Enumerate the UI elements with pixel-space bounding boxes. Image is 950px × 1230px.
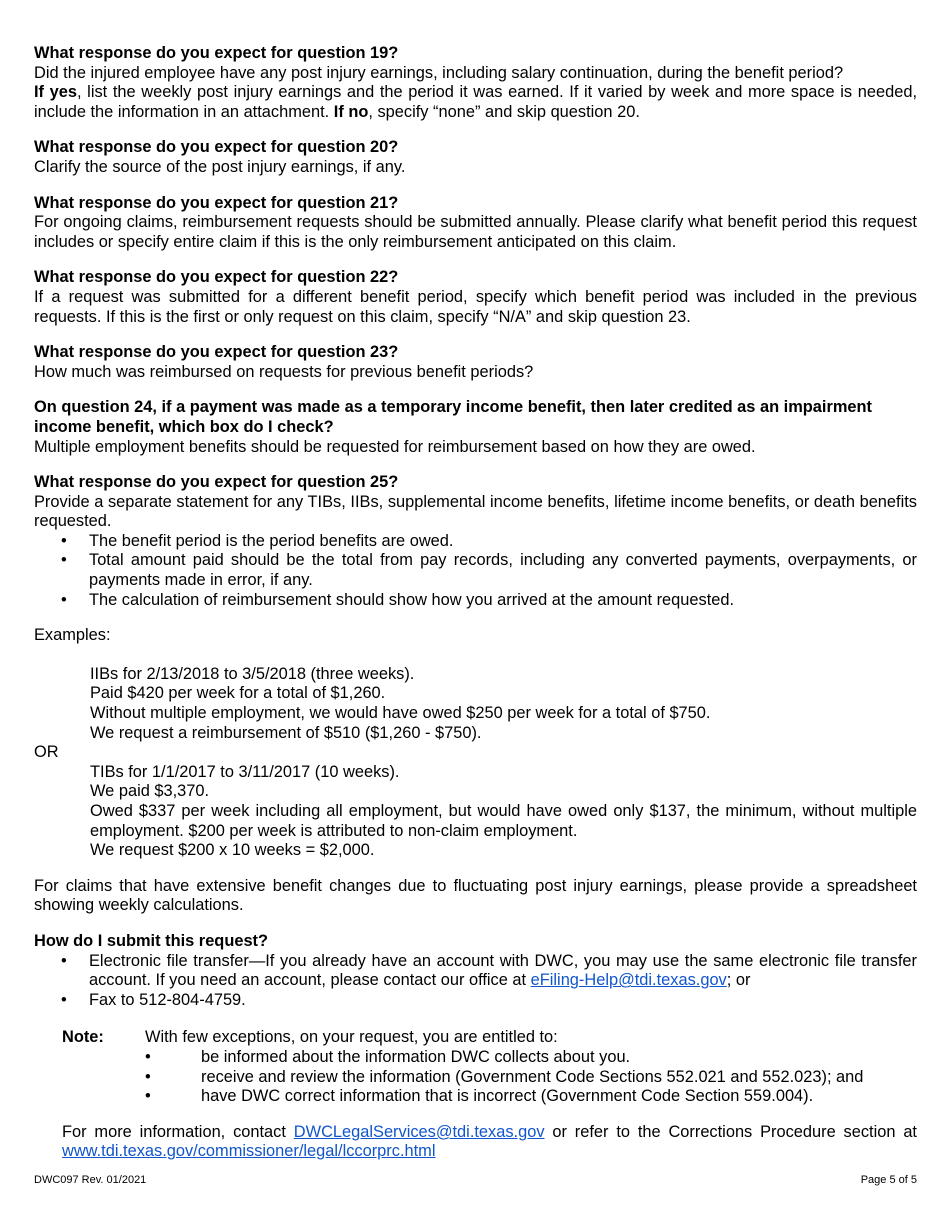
question-23-text: How much was reimbursed on requests for previous benefit periods? [34,362,534,381]
if-yes-text: , list the weekly post injury earnings and the period it was earned. If it varied by week and more space is needed, include the information in an attachment. [34,83,917,121]
spreadsheet-note: For claims that have extensive benefit changes due to fluctuating post injury earnings, please provide a spreadsheet showing weekly calculations. [34,876,917,915]
example-line: TIBs for 1/1/2017 to 3/11/2017 (10 weeks). [90,762,400,781]
question-24-section [34,398,917,457]
example-line: We paid $3,370. [90,782,210,801]
example-line: We request $200 x 10 weeks = $2,000. [90,841,375,860]
page-footer [34,1174,917,1186]
note-label: Note: [62,1028,104,1047]
example-line: IIBs for 2/13/2018 to 3/5/2018 (three weeks). [90,664,415,683]
question-19-instructions [34,83,917,122]
example-2 [90,763,917,861]
question-20-text: Clarify the source of the post injury earnings, if any. [34,157,406,176]
example-line: Owed $337 per week including all employment, but would have owed only $137, the minimum, without multiple employment. $200 per week is attributed to non-claim employment. [90,802,917,840]
example-line: Paid $420 per week for a total of $1,260. [90,684,386,703]
list-item: • Total amount paid should be the total from pay records, including any converted payments, overpayments, or payments made in error, if any. [34,551,917,590]
submit-section [34,932,917,1010]
question-21-text: For ongoing claims, reimbursement requests should be submitted annually. Please clarify what benefit period this request includes or specify entire claim if this is the only reimbursement anticipated on this claim. [34,213,917,251]
submit-bullet-list [34,952,917,1011]
question-23-section [34,343,917,382]
if-no-text: , specify “none” and skip question 20. [368,102,640,121]
submit-bullet1-text: Electronic file transfer—If you already have an account with DWC, you may use the same electronic file transfer account. If you need an account, please contact our office at [89,951,917,990]
page-number: Page 5 of 5 [860,1174,917,1186]
question-21-section [34,194,917,253]
list-item: • receive and review the information (Government Code Sections 552.021 and 552.023); and [145,1068,863,1088]
question-24-heading: On question 24, if a payment was made as a temporary income benefit, then later credited as an impairment income benefit, which box do I check? [34,398,872,436]
question-20-section [34,138,917,177]
list-item: • The benefit period is the period benefits are owed. [34,532,917,552]
question-19-heading: What response do you expect for question 19? [34,44,399,62]
submit-heading: How do I submit this request? [34,931,269,950]
question-19-section [34,44,917,122]
page-content [34,44,917,1162]
note-list [145,1048,863,1107]
example-line: Without multiple employment, we would have owed $250 per week for a total of $750. [90,704,711,723]
more-info [62,1123,917,1162]
list-item [34,952,917,991]
question-25-heading: What response do you expect for question 25? [34,473,399,492]
examples-label: Examples: [34,626,111,645]
example-line: We request a reimbursement of $510 ($1,260 - $750). [90,723,482,742]
more-info-text2: or refer to the Corrections Procedure section at [544,1122,917,1141]
question-24-text: Multiple employment benefits should be requested for reimbursement based on how they are owed. [34,437,756,456]
question-22-section [34,268,917,327]
question-25-text: Provide a separate statement for any TIBs, IIBs, supplemental income benefits, lifetime income benefits, or death benefits requested. [34,492,917,531]
question-25-bullet-list [34,532,917,610]
legal-services-email-link[interactable]: DWCLegalServices@tdi.texas.gov [293,1122,545,1141]
question-22-text: If a request was submitted for a different benefit period, specify which benefit period was included in the previous requests. If this is the first or only request on this claim, specify “N/A” and skip question 23. [34,287,917,326]
list-item: • The calculation of reimbursement should show how you arrived at the amount requested. [34,591,917,611]
question-23-heading: What response do you expect for question 23? [34,343,399,362]
note-body [145,1028,863,1106]
question-21-heading: What response do you expect for question 21? [34,193,399,212]
question-20-heading: What response do you expect for question 20? [34,138,399,157]
if-no-label: If no [333,102,369,121]
submit-bullet1-tail: ; or [726,971,751,990]
or-separator: OR [34,743,59,762]
corrections-procedure-link[interactable]: www.tdi.texas.gov/commissioner/legal/lccorprc.html [62,1142,436,1161]
more-info-text1: For more information, contact [62,1122,294,1141]
efiling-email-link[interactable]: eFiling-Help@tdi.texas.gov [530,971,727,990]
question-22-heading: What response do you expect for question 22? [34,268,399,287]
list-item: • have DWC correct information that is incorrect (Government Code Section 559.004). [145,1087,863,1107]
question-25-section [34,473,917,610]
list-item: • Fax to 512-804-4759. [34,991,917,1011]
list-item: • be informed about the information DWC collects about you. [145,1048,863,1068]
example-1 [90,665,917,743]
form-id: DWC097 Rev. 01/2021 [34,1174,147,1186]
if-yes-label: If yes [34,83,77,102]
privacy-note [62,1028,917,1106]
question-19-line1: Did the injured employee have any post injury earnings, including salary continuation, during the benefit period? [34,63,844,82]
note-intro: With few exceptions, on your request, you are entitled to: [145,1028,558,1047]
